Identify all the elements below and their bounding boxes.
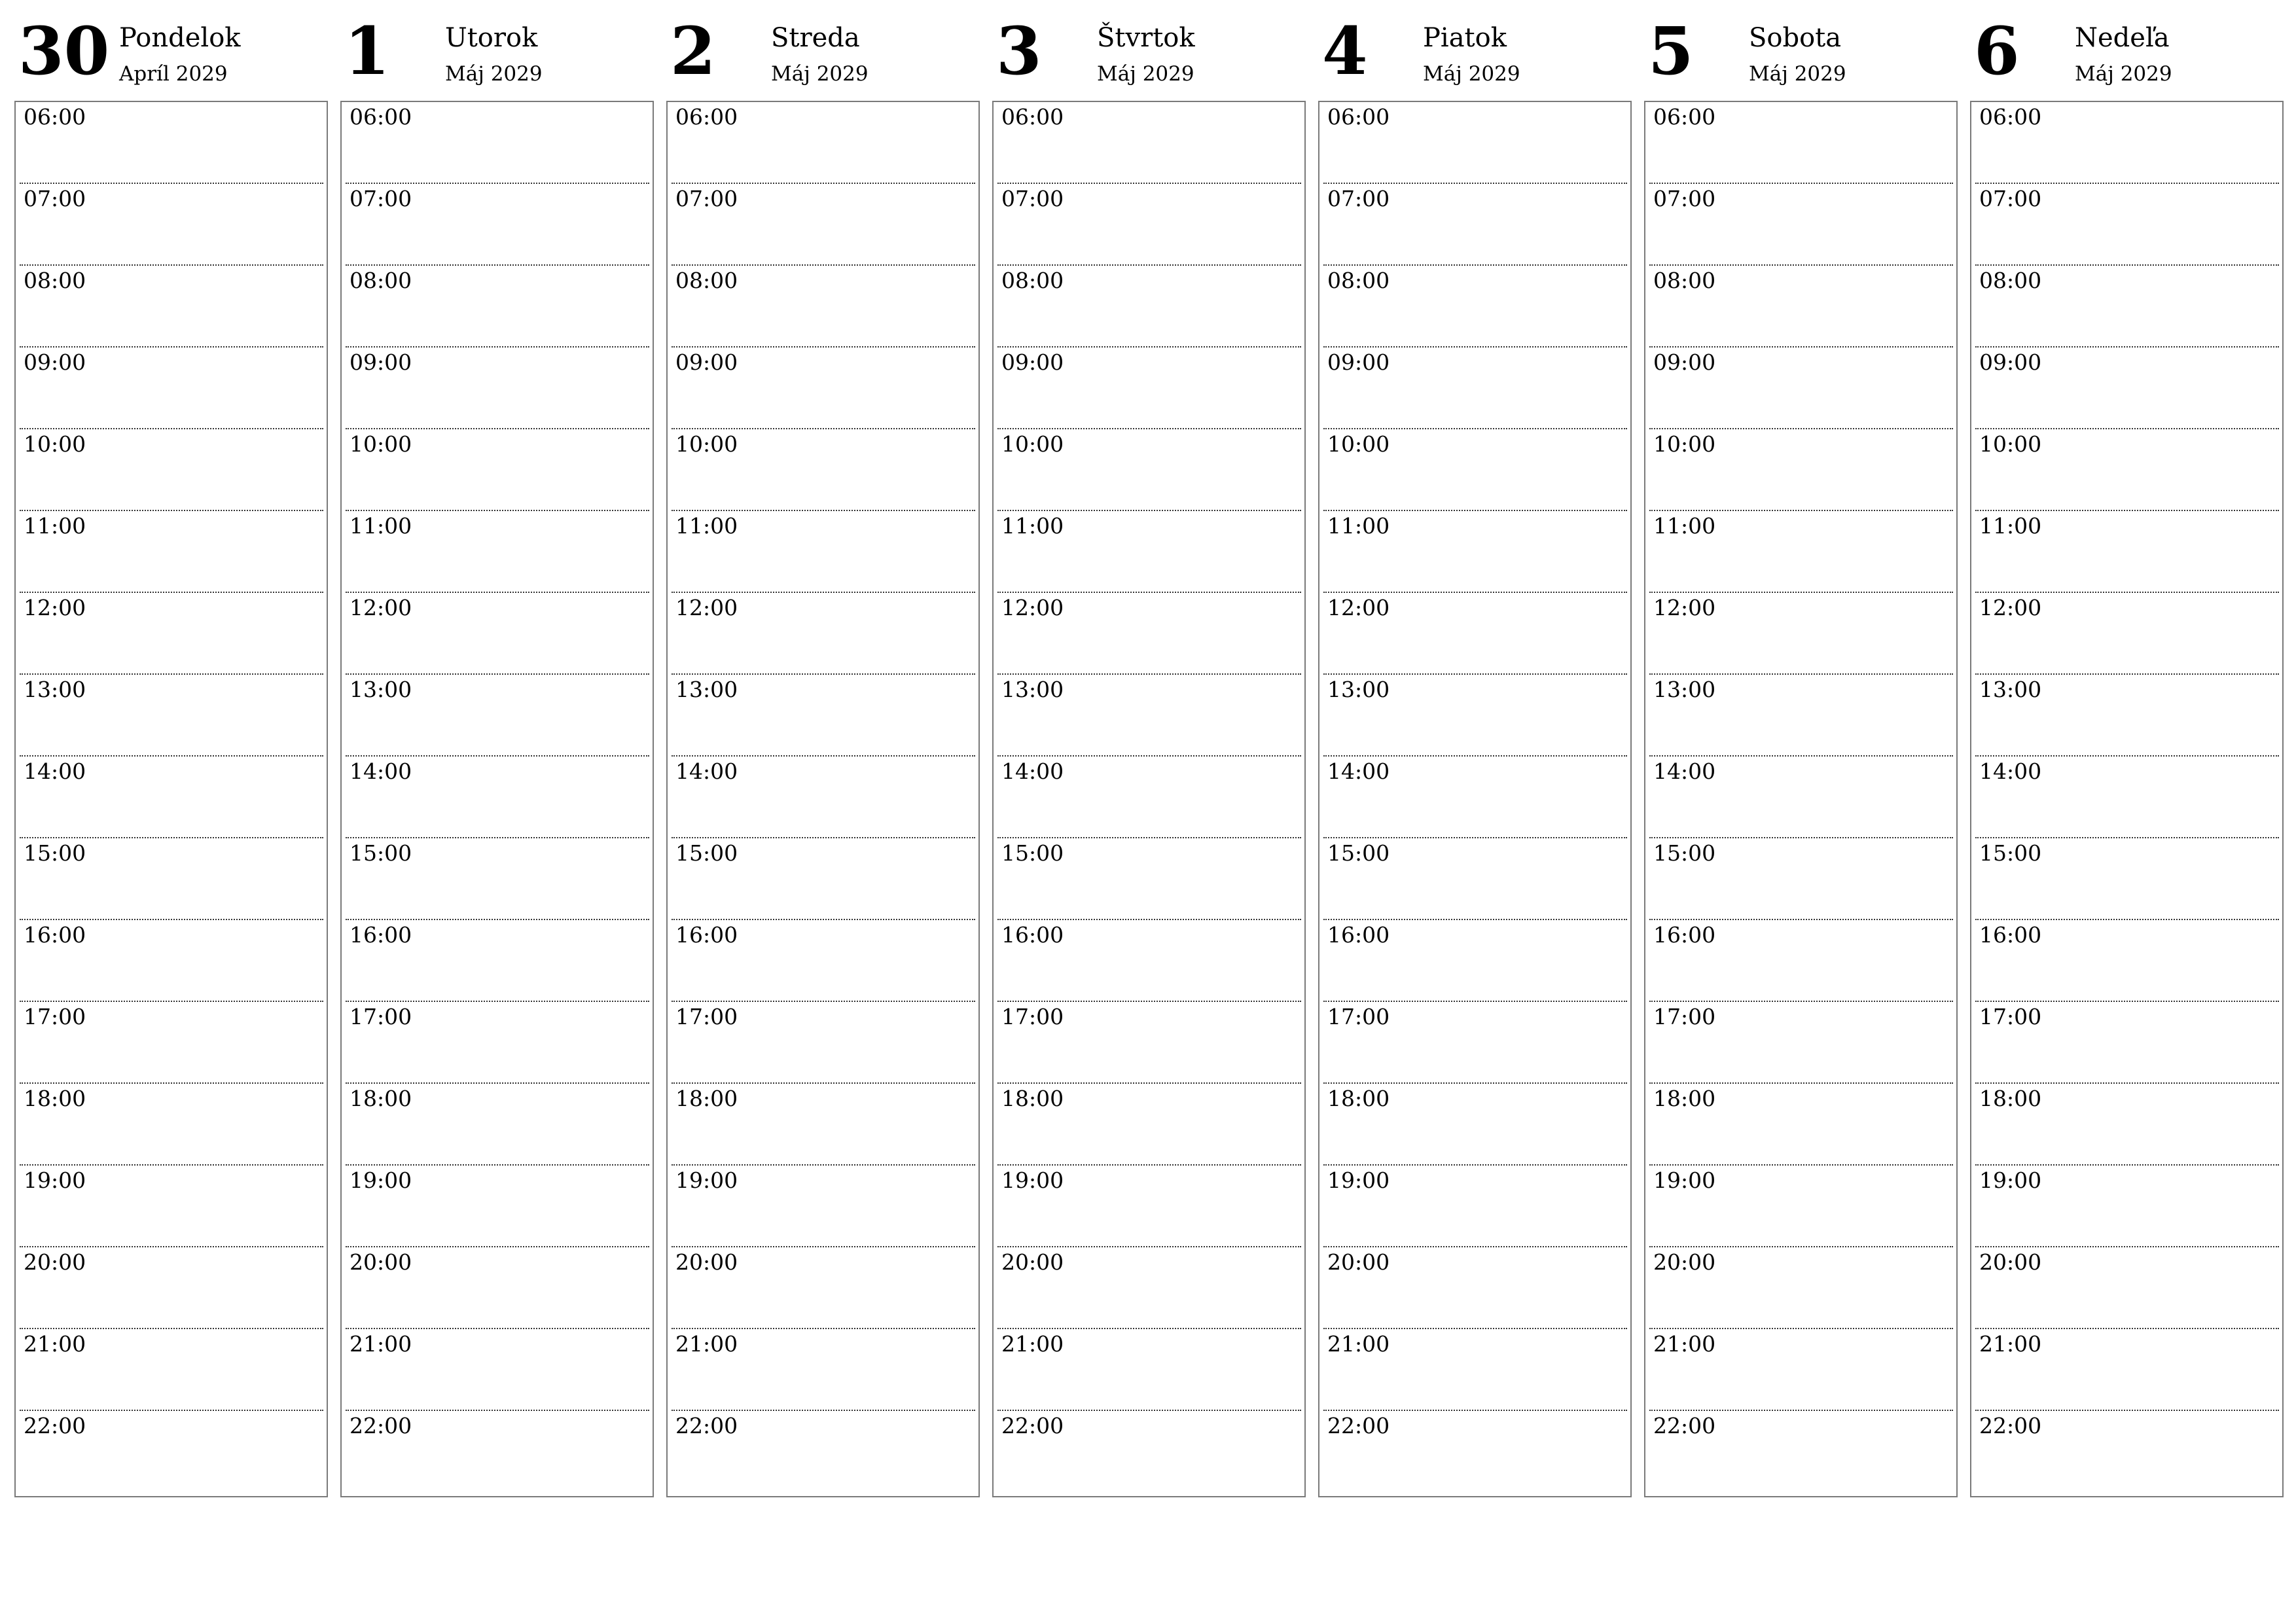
time-slot-label: 10:00 (350, 431, 412, 457)
time-slot-label: 18:00 (1653, 1086, 1716, 1111)
time-slot-label: 22:00 (1979, 1413, 2042, 1438)
time-slot (1649, 429, 1953, 511)
time-slot (672, 1002, 975, 1084)
time-slot-label: 22:00 (675, 1413, 738, 1438)
time-slot (20, 184, 323, 266)
time-slot (1975, 1411, 2279, 1493)
time-slot-label: 09:00 (24, 349, 86, 375)
time-slot (346, 920, 649, 1002)
time-slot (1323, 838, 1627, 920)
time-slot-label: 20:00 (1327, 1249, 1390, 1275)
time-slot (997, 1411, 1301, 1493)
time-slot-label: 17:00 (350, 1004, 412, 1029)
time-slot (1323, 429, 1627, 511)
time-slot-label: 12:00 (675, 595, 738, 620)
time-slot (1649, 1166, 1953, 1247)
time-slot-label: 09:00 (1327, 349, 1390, 375)
time-slot (1975, 1329, 2279, 1411)
time-slot-label: 21:00 (1979, 1331, 2042, 1357)
time-slot-label: 15:00 (24, 840, 86, 866)
time-slot-label: 09:00 (1001, 349, 1064, 375)
hourly-schedule-box (1970, 101, 2284, 1497)
time-slot (346, 266, 649, 348)
time-slot (20, 102, 323, 184)
time-slot (1323, 184, 1627, 266)
time-slot-label: 11:00 (1653, 513, 1716, 539)
time-slot-label: 20:00 (24, 1249, 86, 1275)
time-slot-label: 14:00 (1979, 758, 2042, 784)
time-slot (997, 675, 1301, 757)
time-slot (997, 1247, 1301, 1329)
time-slot (997, 429, 1301, 511)
time-slot-label: 21:00 (24, 1331, 86, 1357)
time-slot-label: 13:00 (1979, 677, 2042, 702)
time-slot-label: 18:00 (24, 1086, 86, 1111)
time-slot-label: 08:00 (675, 268, 738, 293)
time-slot (346, 675, 649, 757)
time-slot-label: 12:00 (1327, 595, 1390, 620)
time-slot (1323, 920, 1627, 1002)
day-number: 6 (1974, 12, 2020, 90)
time-slot (20, 838, 323, 920)
time-slot-label: 19:00 (1327, 1168, 1390, 1193)
day-month: Máj 2029 (1749, 62, 1846, 86)
day-month: Máj 2029 (2075, 62, 2172, 86)
time-slot (1649, 1084, 1953, 1166)
time-slot (1649, 1329, 1953, 1411)
time-slot-label: 15:00 (1979, 840, 2042, 866)
time-slot (1975, 675, 2279, 757)
time-slot-label: 16:00 (350, 922, 412, 948)
time-slot (346, 102, 649, 184)
time-slot-label: 09:00 (1653, 349, 1716, 375)
time-slot (997, 348, 1301, 429)
time-slot (997, 593, 1301, 675)
time-slot-label: 17:00 (1001, 1004, 1064, 1029)
time-slot-label: 14:00 (1327, 758, 1390, 784)
day-name: Štvrtok (1097, 23, 1195, 53)
time-slot-label: 21:00 (1001, 1331, 1064, 1357)
time-slot (20, 920, 323, 1002)
hourly-schedule-box (992, 101, 1306, 1497)
day-header (340, 0, 654, 98)
time-slot-label: 22:00 (1653, 1413, 1716, 1438)
time-slot (1649, 102, 1953, 184)
time-slot-label: 19:00 (1001, 1168, 1064, 1193)
time-slot (1649, 348, 1953, 429)
day-header (1970, 0, 2284, 98)
time-slot-label: 17:00 (24, 1004, 86, 1029)
time-slot (672, 920, 975, 1002)
time-slot-label: 06:00 (675, 104, 738, 130)
time-slot (346, 1247, 649, 1329)
day-number: 4 (1322, 12, 1368, 90)
time-slot (20, 348, 323, 429)
time-slot-label: 20:00 (350, 1249, 412, 1275)
hourly-schedule-box (1318, 101, 1632, 1497)
day-month: Máj 2029 (1423, 62, 1520, 86)
time-slot (1323, 1411, 1627, 1493)
time-slot-label: 13:00 (24, 677, 86, 702)
time-slot (1649, 1247, 1953, 1329)
time-slot-label: 20:00 (1653, 1249, 1716, 1275)
time-slot-label: 09:00 (1979, 349, 2042, 375)
time-slot (1323, 1329, 1627, 1411)
time-slot (1323, 1166, 1627, 1247)
time-slot-label: 06:00 (1001, 104, 1064, 130)
time-slot-label: 10:00 (1979, 431, 2042, 457)
time-slot (1649, 593, 1953, 675)
time-slot (1649, 266, 1953, 348)
time-slot (1975, 1002, 2279, 1084)
time-slot-label: 08:00 (24, 268, 86, 293)
time-slot (1323, 511, 1627, 593)
day-column (14, 0, 328, 1505)
time-slot-label: 13:00 (1653, 677, 1716, 702)
time-slot-label: 06:00 (1327, 104, 1390, 130)
time-slot (1975, 1247, 2279, 1329)
time-slot (346, 429, 649, 511)
time-slot (1975, 102, 2279, 184)
time-slot (1323, 1084, 1627, 1166)
time-slot (1975, 1084, 2279, 1166)
time-slot (1649, 920, 1953, 1002)
time-slot-label: 07:00 (24, 186, 86, 211)
time-slot-label: 12:00 (350, 595, 412, 620)
time-slot (1975, 838, 2279, 920)
hourly-schedule-box (14, 101, 328, 1497)
day-month: Máj 2029 (1097, 62, 1194, 86)
time-slot-label: 16:00 (675, 922, 738, 948)
time-slot-label: 19:00 (1979, 1168, 2042, 1193)
time-slot-label: 11:00 (350, 513, 412, 539)
time-slot-label: 08:00 (1653, 268, 1716, 293)
time-slot-label: 16:00 (1653, 922, 1716, 948)
time-slot (997, 920, 1301, 1002)
time-slot (672, 1247, 975, 1329)
time-slot (1649, 511, 1953, 593)
day-column (1318, 0, 1632, 1505)
time-slot-label: 11:00 (1979, 513, 2042, 539)
time-slot (20, 1247, 323, 1329)
time-slot-label: 17:00 (1979, 1004, 2042, 1029)
time-slot-label: 20:00 (1979, 1249, 2042, 1275)
time-slot (1975, 757, 2279, 838)
time-slot (672, 1166, 975, 1247)
time-slot-label: 14:00 (1001, 758, 1064, 784)
time-slot-label: 06:00 (1653, 104, 1716, 130)
time-slot (672, 348, 975, 429)
time-slot (997, 838, 1301, 920)
day-column (666, 0, 980, 1505)
time-slot (346, 593, 649, 675)
time-slot (1649, 1411, 1953, 1493)
time-slot (997, 511, 1301, 593)
time-slot-label: 18:00 (1001, 1086, 1064, 1111)
time-slot-label: 06:00 (350, 104, 412, 130)
time-slot-label: 18:00 (1979, 1086, 2042, 1111)
time-slot-label: 14:00 (675, 758, 738, 784)
time-slot-label: 22:00 (1327, 1413, 1390, 1438)
time-slot (20, 1411, 323, 1493)
time-slot-label: 16:00 (24, 922, 86, 948)
time-slot-label: 07:00 (350, 186, 412, 211)
time-slot-label: 10:00 (1001, 431, 1064, 457)
time-slot-label: 22:00 (350, 1413, 412, 1438)
day-column (1970, 0, 2284, 1505)
time-slot (672, 1329, 975, 1411)
time-slot-label: 06:00 (1979, 104, 2042, 130)
day-number: 2 (670, 12, 716, 90)
time-slot (1975, 184, 2279, 266)
time-slot (1323, 348, 1627, 429)
day-month: Apríl 2029 (119, 62, 228, 86)
time-slot (1649, 838, 1953, 920)
hourly-schedule-box (340, 101, 654, 1497)
time-slot-label: 14:00 (24, 758, 86, 784)
time-slot-label: 13:00 (1001, 677, 1064, 702)
day-number: 5 (1648, 12, 1694, 90)
time-slot (672, 511, 975, 593)
time-slot-label: 14:00 (350, 758, 412, 784)
day-name: Nedeľa (2075, 23, 2170, 53)
time-slot-label: 20:00 (675, 1249, 738, 1275)
time-slot (20, 429, 323, 511)
time-slot-label: 07:00 (1653, 186, 1716, 211)
time-slot-label: 08:00 (350, 268, 412, 293)
time-slot (20, 1329, 323, 1411)
time-slot (346, 838, 649, 920)
time-slot-label: 12:00 (1653, 595, 1716, 620)
time-slot-label: 18:00 (1327, 1086, 1390, 1111)
time-slot (1323, 266, 1627, 348)
time-slot-label: 21:00 (675, 1331, 738, 1357)
time-slot (997, 266, 1301, 348)
time-slot (20, 266, 323, 348)
time-slot-label: 12:00 (1979, 595, 2042, 620)
time-slot (672, 102, 975, 184)
time-slot (672, 675, 975, 757)
hourly-schedule-box (1644, 101, 1958, 1497)
time-slot-label: 12:00 (24, 595, 86, 620)
time-slot-label: 15:00 (675, 840, 738, 866)
time-slot-label: 19:00 (1653, 1168, 1716, 1193)
time-slot (1649, 1002, 1953, 1084)
time-slot (1975, 920, 2279, 1002)
day-number: 30 (18, 12, 110, 90)
time-slot-label: 16:00 (1001, 922, 1064, 948)
time-slot-label: 10:00 (675, 431, 738, 457)
hourly-schedule-box (666, 101, 980, 1497)
day-header (14, 0, 328, 98)
day-column (1644, 0, 1958, 1505)
time-slot-label: 18:00 (675, 1086, 738, 1111)
time-slot (997, 1084, 1301, 1166)
time-slot-label: 13:00 (1327, 677, 1390, 702)
time-slot-label: 08:00 (1327, 268, 1390, 293)
time-slot-label: 11:00 (1327, 513, 1390, 539)
time-slot-label: 19:00 (24, 1168, 86, 1193)
time-slot (1323, 593, 1627, 675)
time-slot-label: 17:00 (1653, 1004, 1716, 1029)
time-slot-label: 08:00 (1979, 268, 2042, 293)
time-slot-label: 13:00 (675, 677, 738, 702)
time-slot-label: 07:00 (1327, 186, 1390, 211)
day-column (992, 0, 1306, 1505)
time-slot (1323, 1247, 1627, 1329)
time-slot (346, 757, 649, 838)
time-slot (1975, 266, 2279, 348)
time-slot (20, 675, 323, 757)
time-slot (1975, 429, 2279, 511)
time-slot (20, 757, 323, 838)
time-slot (20, 511, 323, 593)
time-slot (997, 1002, 1301, 1084)
time-slot-label: 17:00 (1327, 1004, 1390, 1029)
time-slot (346, 1002, 649, 1084)
time-slot-label: 10:00 (1327, 431, 1390, 457)
time-slot (346, 1411, 649, 1493)
day-column (340, 0, 654, 1505)
time-slot-label: 10:00 (1653, 431, 1716, 457)
time-slot-label: 09:00 (675, 349, 738, 375)
time-slot-label: 13:00 (350, 677, 412, 702)
time-slot-label: 18:00 (350, 1086, 412, 1111)
day-header (992, 0, 1306, 98)
time-slot (997, 757, 1301, 838)
time-slot-label: 21:00 (350, 1331, 412, 1357)
time-slot (20, 1084, 323, 1166)
time-slot (346, 511, 649, 593)
time-slot (1975, 511, 2279, 593)
time-slot (346, 1166, 649, 1247)
time-slot-label: 16:00 (1979, 922, 2042, 948)
time-slot (1649, 675, 1953, 757)
time-slot-label: 22:00 (1001, 1413, 1064, 1438)
day-header (1318, 0, 1632, 98)
time-slot (346, 1084, 649, 1166)
time-slot-label: 19:00 (675, 1168, 738, 1193)
time-slot-label: 21:00 (1653, 1331, 1716, 1357)
time-slot-label: 09:00 (350, 349, 412, 375)
day-month: Máj 2029 (771, 62, 869, 86)
time-slot-label: 20:00 (1001, 1249, 1064, 1275)
day-month: Máj 2029 (445, 62, 543, 86)
time-slot-label: 14:00 (1653, 758, 1716, 784)
day-number: 1 (344, 12, 390, 90)
time-slot-label: 11:00 (1001, 513, 1064, 539)
time-slot (20, 1166, 323, 1247)
time-slot (1975, 348, 2279, 429)
time-slot (1975, 1166, 2279, 1247)
time-slot (672, 838, 975, 920)
time-slot (346, 1329, 649, 1411)
time-slot (997, 1329, 1301, 1411)
time-slot (672, 266, 975, 348)
time-slot (672, 1411, 975, 1493)
time-slot-label: 10:00 (24, 431, 86, 457)
time-slot-label: 07:00 (1979, 186, 2042, 211)
time-slot (672, 184, 975, 266)
day-header (1644, 0, 1958, 98)
day-number: 3 (996, 12, 1042, 90)
time-slot (1975, 593, 2279, 675)
time-slot (1649, 757, 1953, 838)
time-slot-label: 07:00 (1001, 186, 1064, 211)
time-slot-label: 11:00 (675, 513, 738, 539)
time-slot (346, 348, 649, 429)
time-slot (20, 1002, 323, 1084)
day-header (666, 0, 980, 98)
day-name: Pondelok (119, 23, 241, 53)
day-name: Piatok (1423, 23, 1507, 53)
day-name: Sobota (1749, 23, 1842, 53)
time-slot (346, 184, 649, 266)
time-slot-label: 22:00 (24, 1413, 86, 1438)
time-slot-label: 12:00 (1001, 595, 1064, 620)
time-slot (1649, 184, 1953, 266)
time-slot (1323, 675, 1627, 757)
time-slot (1323, 757, 1627, 838)
time-slot (1323, 1002, 1627, 1084)
time-slot-label: 11:00 (24, 513, 86, 539)
time-slot-label: 08:00 (1001, 268, 1064, 293)
time-slot-label: 16:00 (1327, 922, 1390, 948)
time-slot (20, 593, 323, 675)
time-slot (997, 102, 1301, 184)
time-slot-label: 15:00 (1653, 840, 1716, 866)
time-slot (672, 1084, 975, 1166)
time-slot-label: 07:00 (675, 186, 738, 211)
time-slot-label: 17:00 (675, 1004, 738, 1029)
time-slot (1323, 102, 1627, 184)
time-slot (672, 757, 975, 838)
day-name: Utorok (445, 23, 538, 53)
time-slot-label: 06:00 (24, 104, 86, 130)
time-slot-label: 15:00 (1001, 840, 1064, 866)
time-slot (672, 593, 975, 675)
time-slot-label: 15:00 (350, 840, 412, 866)
time-slot-label: 19:00 (350, 1168, 412, 1193)
time-slot (672, 429, 975, 511)
day-name: Streda (771, 23, 860, 53)
time-slot-label: 21:00 (1327, 1331, 1390, 1357)
time-slot (997, 1166, 1301, 1247)
time-slot-label: 15:00 (1327, 840, 1390, 866)
time-slot (997, 184, 1301, 266)
